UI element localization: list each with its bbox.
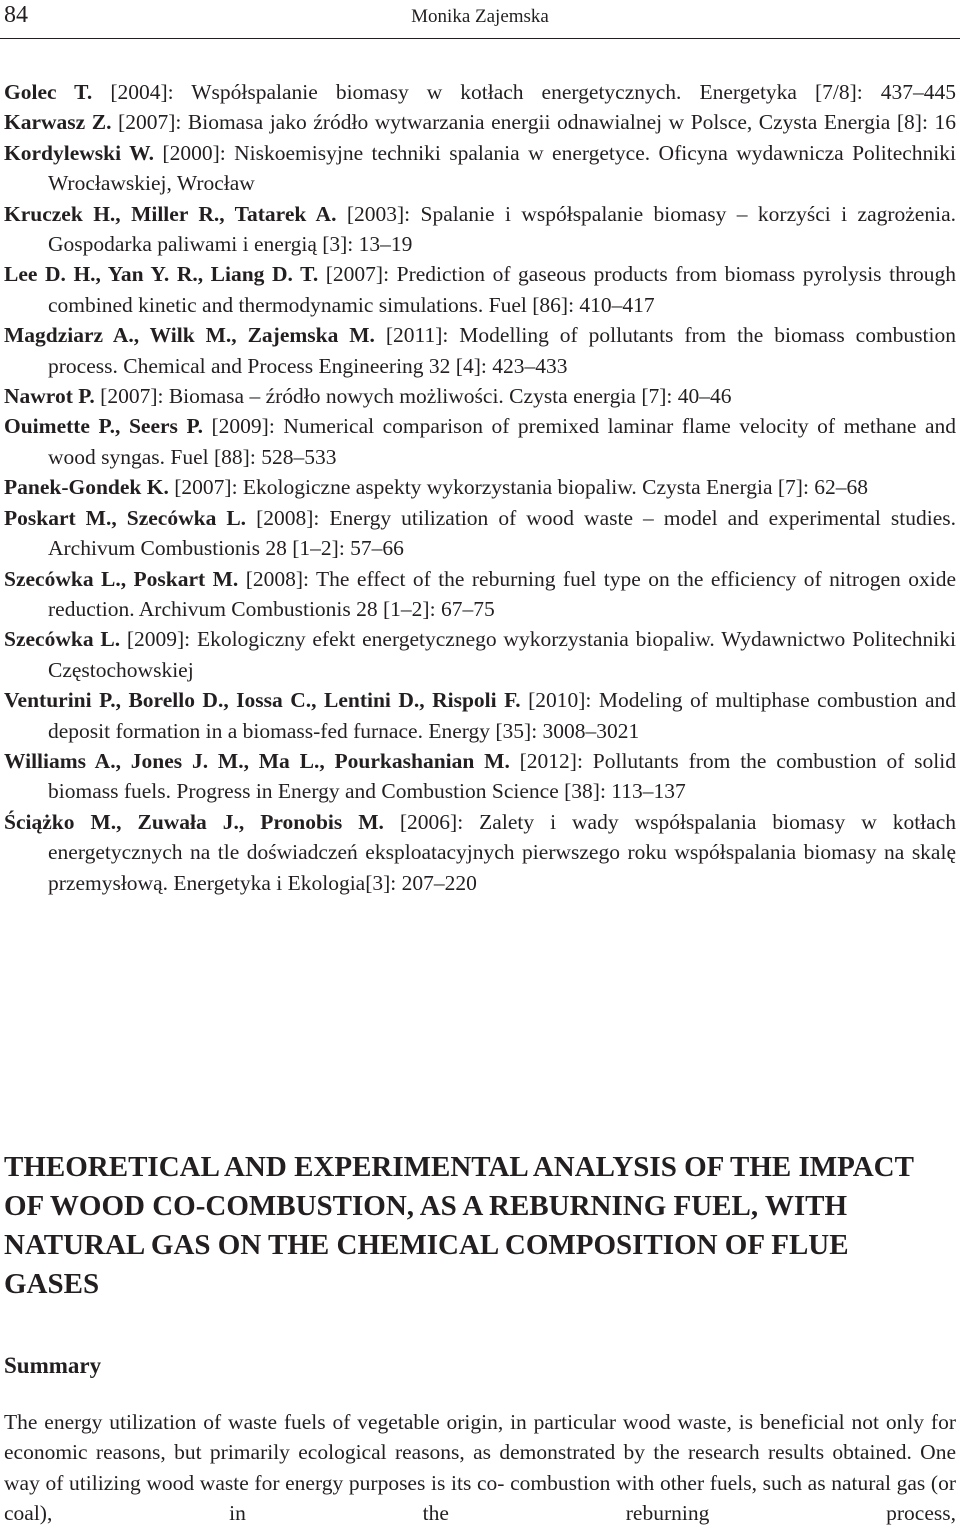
reference-list (4, 77, 956, 898)
reference-text: [2009]: Ekologiczny efekt energetycznego wykorzystania biopaliw. Wydawnictwo Politechniki Częstochowskiej (48, 627, 956, 682)
reference-text: [2004]: Współspalanie biomasy w kotłach energetycznych. Energetyka [7/8]: 437–445 (92, 80, 957, 104)
reference-item (4, 746, 956, 807)
reference-text: [2011]: Modelling of pollutants from the biomass combustion process. Chemical and Process Engineering 32 [4]: 423–433 (48, 323, 956, 378)
reference-authors: Golec T. (4, 80, 93, 104)
summary-heading: Summary (4, 1353, 102, 1378)
reference-item (4, 503, 956, 564)
reference-text: [2007]: Ekologiczne aspekty wykorzystania biopaliw. Czysta Energia [7]: 62–68 (168, 475, 869, 500)
reference-text: [2008]: Energy utilization of wood waste – model and experimental studies. Archivum Combustionis 28 [1–2]: 57–66 (48, 505, 956, 561)
reference-item (4, 107, 956, 137)
reference-text: [2007]: Biomasa jako źródło wytwarzania energii odnawialnej w Polsce, Czysta Energia [8]: 16 (111, 110, 956, 135)
reference-authors: Magdziarz A., Wilk M., Zajemska M. (4, 323, 375, 348)
reference-authors: Karwasz Z. (4, 110, 112, 135)
reference-text: [2007]: Prediction of gaseous products from biomass pyrolysis through combined kinetic and thermodynamic simulations. Fuel [86]: 410–417 (48, 262, 956, 317)
reference-text: [2007]: Biomasa – źródło nowych możliwości. Czysta energia [7]: 40–46 (94, 384, 732, 409)
reference-authors: Kruczek H., Miller R., Tatarek A. (4, 201, 337, 226)
reference-text: [2009]: Numerical comparison of premixed laminar flame velocity of methane and wood syngas. Fuel [88]: 528–533 (48, 414, 956, 469)
page-number: 84 (4, 2, 28, 28)
reference-authors: Szecówka L. (4, 627, 121, 652)
reference-item (4, 381, 956, 411)
reference-text: [2012]: Pollutants from the combustion of solid biomass fuels. Progress in Energy and Combustion Science [38]: 113–137 (48, 748, 956, 804)
reference-item (4, 685, 956, 746)
page-header (0, 0, 960, 40)
reference-authors: Nawrot P. (4, 384, 95, 409)
summary-text: The energy utilization of waste fuels of vegetable origin, in particular wood waste, is beneficial not only for economic reasons, but primarily ecological reasons, as demonstrated by the research results obtained. One way of utilizing wood waste for energy purposes is its co- combustion with other fuels, such as natural gas (or coal), in the reburning process, (4, 1410, 956, 1526)
reference-item (4, 564, 956, 625)
reference-text: [2006]: Zalety i wady współspalania biomasy w kotłach energetycznych na tle doświadczeń eksploatacyjnych pierwszego roku współspalania biomasy na skalę przemysłową. Energetyka i Ekologia[3]: 207–220 (48, 809, 956, 895)
reference-item (4, 624, 956, 685)
header-rule (0, 38, 960, 39)
reference-text: [2010]: Modeling of multiphase combustion and deposit formation in a biomass-fed furnace. Energy [35]: 3008–3021 (48, 688, 956, 743)
reference-item (4, 199, 956, 260)
reference-text: [2008]: The effect of the reburning fuel type on the efficiency of nitrogen oxide reduction. Archivum Combustionis 28 [1–2]: 67–75 (48, 566, 956, 621)
reference-item (4, 77, 956, 107)
reference-authors: Poskart M., Szecówka L. (4, 505, 247, 530)
reference-authors: Lee D. H., Yan Y. R., Liang D. T. (4, 262, 319, 287)
reference-text: [2000]: Niskoemisyjne techniki spalania w energetyce. Oficyna wydawnicza Politechniki Wrocławskiej, Wrocław (48, 140, 956, 196)
paper-title: THEORETICAL AND EXPERIMENTAL ANALYSIS OF THE IMPACT OF WOOD CO-COMBUSTION, AS A REBURNING FUEL, WITH NATURAL GAS ON THE CHEMICAL COMPOSITION OF FLUE GASES (4, 1151, 914, 1300)
running-head: Monika Zajemska (411, 6, 549, 27)
reference-item (4, 259, 956, 320)
reference-item (4, 807, 956, 898)
reference-item (4, 472, 956, 502)
reference-authors: Szecówka L., Poskart M. (4, 566, 239, 591)
reference-text: [2003]: Spalanie i współspalanie biomasy – korzyści i zagrożenia. Gospodarka paliwami i energią [3]: 13–19 (48, 201, 956, 257)
reference-authors: Venturini P., Borello D., Iossa C., Lentini D., Rispoli F. (4, 688, 521, 713)
reference-authors: Ouimette P., Seers P. (4, 414, 203, 439)
reference-authors: Panek-Gondek K. (4, 475, 169, 500)
reference-item (4, 411, 956, 472)
reference-item (4, 320, 956, 381)
reference-authors: Williams A., Jones J. M., Ma L., Pourkashanian M. (4, 748, 510, 773)
reference-authors: Ściążko M., Zuwała J., Pronobis M. (4, 809, 384, 834)
reference-authors: Kordylewski W. (4, 140, 154, 165)
reference-item (4, 138, 956, 199)
